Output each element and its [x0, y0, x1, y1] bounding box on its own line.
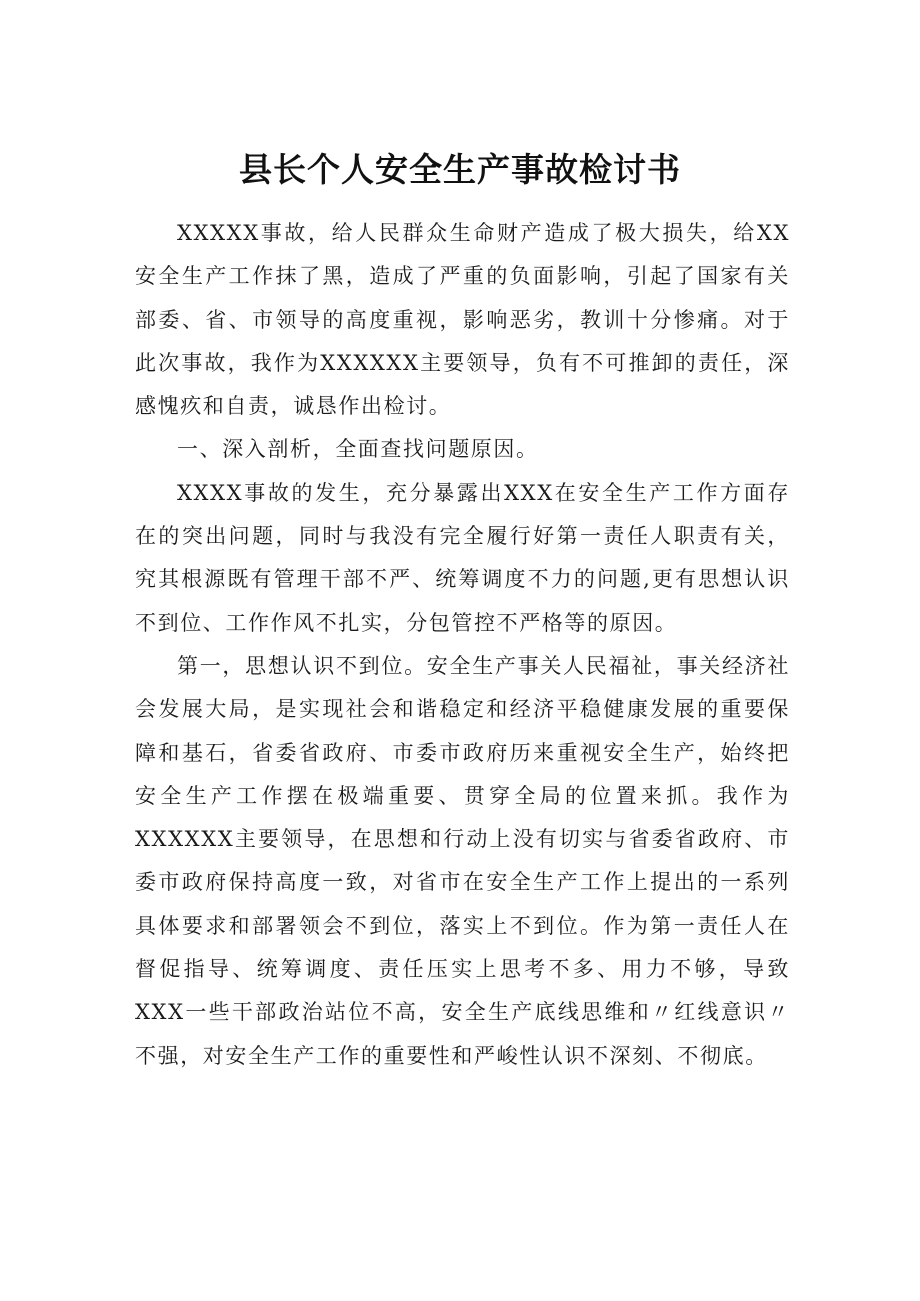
section-heading-1: 一、深入剖析，全面查找问题原因。: [177, 437, 539, 462]
document-body: [135, 212, 790, 1078]
paragraph-analysis: XXXX事故的发生，充分暴露出XXX在安全生产工作方面存在的突出问题，同时与我没有完全履行好第一责任人职责有关，究其根源既有管理干部不严、统筹调度不力的问题,更有思想认识不到位、工作作风不扎实，分包管控不严格等的原因。: [135, 480, 790, 635]
paragraph-first-point: 第一，思想认识不到位。安全生产事关人民福祉，事关经济社会发展大局，是实现社会和谐稳定和经济平稳健康发展的重要保障和基石，省委省政府、市委市政府历来重视安全生产，始终把安全生产工作摆在极端重要、贯穿全局的位置来抓。我作为XXXXXX主要领导，在思想和行动上没有切实与省委省政府、市委市政府保持高度一致，对省市在安全生产工作上提出的一系列具体要求和部署领会不到位，落实上不到位。作为第一责任人在督促指导、统筹调度、责任压实上思考不多、用力不够，导致XXX一些干部政治站位不高，安全生产底线思维和〃红线意识〃不强，对安全生产工作的重要性和严峻性认识不深刻、不彻底。: [135, 653, 790, 1068]
document-title: 县长个人安全生产事故检讨书: [239, 150, 681, 189]
paragraph-intro: XXXXX事故，给人民群众生命财产造成了极大损失，给XX安全生产工作抹了黑，造成了严重的负面影响，引起了国家有关部委、省、市领导的高度重视，影响恶劣，教训十分惨痛。对于此次事故，我作为XXXXXX主要领导，负有不可推卸的责任，深感愧疚和自责，诚恳作出检讨。: [135, 221, 790, 419]
